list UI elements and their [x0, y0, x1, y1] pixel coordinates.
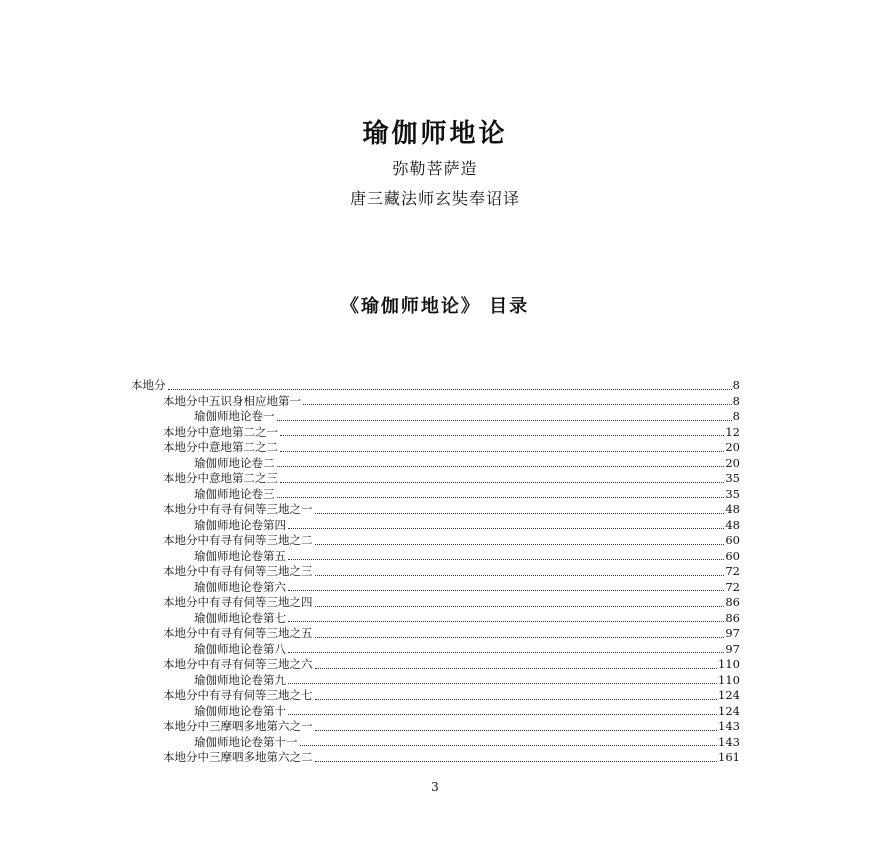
toc-entry-page: 12	[725, 424, 740, 439]
toc-entry-label: 本地分中有寻有伺等三地之三	[163, 564, 313, 578]
toc-entry[interactable]	[131, 502, 740, 518]
dot-leader	[277, 419, 732, 421]
toc-entry-label: 瑜伽师地论卷第十	[194, 703, 286, 718]
toc-entry[interactable]	[131, 564, 740, 580]
toc-entry-label: 本地分中五识身相应地第一	[163, 393, 301, 408]
toc-entry-label: 瑜伽师地论卷第十一	[194, 734, 298, 749]
toc-entry[interactable]	[131, 533, 740, 549]
toc-entry[interactable]	[131, 673, 740, 689]
toc-heading: 《瑜伽师地论》 目录	[340, 296, 530, 317]
toc-entry-label: 瑜伽师地论卷第四	[194, 517, 286, 532]
dot-leader	[288, 589, 724, 591]
toc-entry[interactable]	[131, 409, 740, 425]
translator-line: 唐三藏法师玄奘奉诏译	[349, 189, 520, 208]
dot-leader	[280, 481, 724, 483]
toc-entry-label: 本地分中有寻有伺等三地之二	[163, 533, 313, 547]
toc-entry[interactable]	[131, 518, 740, 534]
toc-entry-page: 20	[725, 455, 740, 470]
author-line: 弥勒菩萨造	[392, 159, 478, 178]
dot-leader	[277, 465, 725, 467]
dot-leader	[288, 620, 724, 622]
toc-entry-page: 161	[718, 750, 740, 764]
toc-entry-page: 86	[725, 595, 740, 609]
dot-leader	[303, 403, 732, 405]
dot-leader	[315, 605, 725, 607]
toc-entry-label: 本地分中有寻有伺等三地之六	[163, 657, 313, 671]
toc-entry-page: 48	[725, 517, 740, 532]
toc-entry[interactable]	[131, 425, 740, 441]
toc-entry[interactable]	[131, 750, 740, 766]
dot-leader	[315, 512, 725, 514]
toc-entry-label: 瑜伽师地论卷第八	[194, 641, 286, 656]
toc-entry[interactable]	[131, 580, 740, 596]
toc-entry[interactable]	[131, 378, 740, 394]
toc-entry-page: 124	[718, 703, 740, 718]
toc-entry-page: 48	[725, 502, 740, 516]
toc-entry-page: 72	[725, 579, 740, 594]
toc-entry-label: 瑜伽师地论卷一	[194, 409, 275, 423]
table-of-contents	[131, 378, 740, 766]
toc-entry-label: 瑜伽师地论卷第九	[194, 672, 286, 687]
toc-entry-label: 本地分中有寻有伺等三地之五	[163, 626, 313, 640]
toc-entry-page: 72	[725, 564, 740, 578]
dot-leader	[168, 388, 732, 390]
toc-entry[interactable]	[131, 657, 740, 673]
toc-entry[interactable]	[131, 719, 740, 735]
toc-entry[interactable]	[131, 626, 740, 642]
dot-leader	[315, 667, 718, 669]
toc-entry-page: 8	[732, 409, 740, 423]
toc-entry-label: 本地分中三摩呬多地第六之二	[163, 750, 313, 764]
page-number: 3	[431, 780, 439, 794]
toc-entry-label: 本地分中有寻有伺等三地之四	[163, 595, 313, 609]
dot-leader	[315, 698, 718, 700]
toc-entry-label: 瑜伽师地论卷三	[194, 486, 275, 501]
toc-entry-page: 143	[718, 734, 740, 749]
toc-entry-label: 瑜伽师地论卷第七	[194, 610, 286, 625]
dot-leader	[288, 558, 724, 560]
toc-entry-label: 本地分中意地第二之二	[163, 440, 278, 454]
toc-entry-page: 20	[725, 440, 740, 454]
toc-entry[interactable]	[131, 595, 740, 611]
toc-entry[interactable]	[131, 549, 740, 565]
dot-leader	[315, 636, 725, 638]
document-title: 瑜伽师地论	[362, 119, 508, 149]
toc-entry-page: 124	[718, 688, 740, 702]
toc-entry-label: 瑜伽师地论卷第五	[194, 548, 286, 563]
toc-entry-page: 8	[732, 378, 740, 392]
toc-entry[interactable]	[131, 735, 740, 751]
toc-entry-label: 本地分中有寻有伺等三地之一	[163, 502, 313, 516]
toc-entry-page: 35	[725, 471, 740, 485]
dot-leader	[288, 713, 717, 715]
toc-entry-page: 110	[718, 657, 740, 671]
dot-leader	[315, 729, 718, 731]
dot-leader	[315, 574, 725, 576]
toc-entry[interactable]	[131, 440, 740, 456]
toc-entry[interactable]	[131, 642, 740, 658]
dot-leader	[315, 760, 718, 762]
toc-entry[interactable]	[131, 688, 740, 704]
dot-leader	[315, 543, 725, 545]
toc-entry-label: 本地分中意地第二之一	[163, 424, 278, 439]
toc-entry-page: 8	[732, 393, 740, 408]
dot-leader	[280, 434, 724, 436]
dot-leader	[280, 450, 724, 452]
dot-leader	[288, 651, 724, 653]
toc-entry-label: 本地分中意地第二之三	[163, 471, 278, 485]
dot-leader	[300, 744, 718, 746]
toc-entry[interactable]	[131, 394, 740, 410]
dot-leader	[277, 496, 725, 498]
toc-entry[interactable]	[131, 456, 740, 472]
toc-entry[interactable]	[131, 611, 740, 627]
dot-leader	[288, 527, 724, 529]
toc-entry-label: 本地分中有寻有伺等三地之七	[163, 688, 313, 702]
toc-entry-page: 97	[725, 626, 740, 640]
toc-entry-label: 本地分	[131, 378, 166, 392]
toc-entry-page: 143	[718, 719, 740, 733]
toc-entry[interactable]	[131, 704, 740, 720]
toc-entry-page: 35	[725, 486, 740, 501]
toc-entry-label: 瑜伽师地论卷二	[194, 455, 275, 470]
toc-entry-page: 110	[718, 672, 740, 687]
toc-entry-page: 97	[725, 641, 740, 656]
toc-entry[interactable]	[131, 471, 740, 487]
toc-entry-label: 本地分中三摩呬多地第六之一	[163, 719, 313, 733]
toc-entry-label: 瑜伽师地论卷第六	[194, 579, 286, 594]
toc-entry-page: 60	[725, 548, 740, 563]
dot-leader	[288, 682, 717, 684]
toc-entry-page: 86	[725, 610, 740, 625]
toc-entry[interactable]	[131, 487, 740, 503]
toc-entry-page: 60	[725, 533, 740, 547]
